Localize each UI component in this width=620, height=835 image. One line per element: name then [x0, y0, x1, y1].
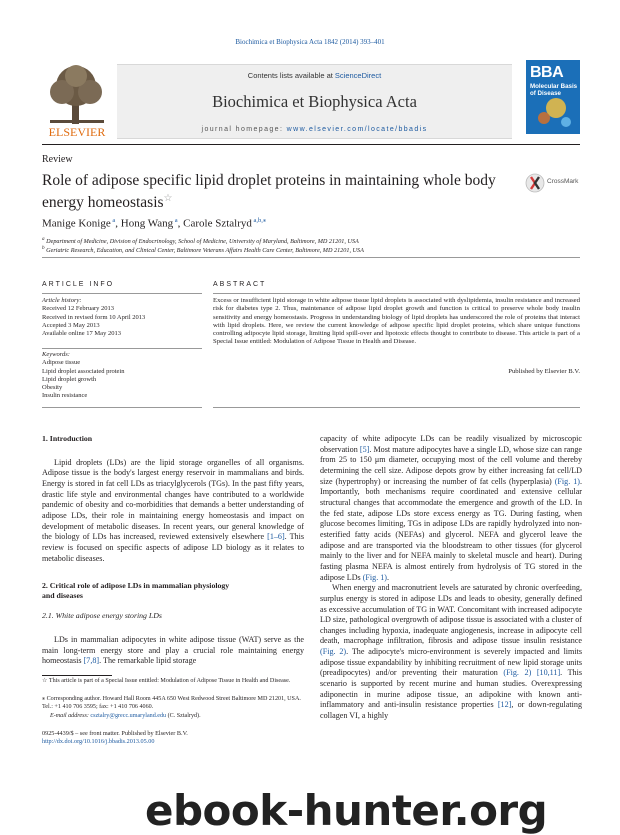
figure-link[interactable]: (Fig. 2) [320, 647, 347, 657]
affiliation-text: Geriatric Research, Education, and Clinical Center, Baltimore Veterans Affairs Health Care Center, Baltimore, MD 21201, USA [46, 247, 364, 255]
figure-link[interactable]: (Fig. 1) [554, 476, 580, 486]
reference-link[interactable]: (Fig. 2) [10,11] [503, 668, 561, 678]
author-affiliation-mark[interactable]: a [112, 217, 116, 224]
journal-homepage [117, 126, 512, 133]
footnote-corresponding-author [42, 696, 304, 711]
figure-link[interactable]: (Fig. 1) [362, 572, 387, 582]
affiliation-a [42, 236, 359, 245]
affiliation-b [42, 245, 364, 254]
keywords-block [42, 351, 202, 401]
keyword-item: Lipid droplet associated protein [42, 367, 125, 375]
footnote-special-issue [42, 678, 304, 686]
footnote-email [42, 713, 312, 721]
paragraph-text: When energy and macronutrient levels are saturated by chronic overfeeding, surplus energy is stored in adipose LDs and leads to obesity, generally defined as excessive accumulation of TG in WAT. Concomitant with increased adipocyte LD size, pathological overgrowth of adipose tissue is associated with a cluster of changes including hypoxia, inadequate angiogenesis, increase in adipocyte cell death, macrophage infiltration, fibrosis and adipose tissue insulin resistance [320, 583, 582, 646]
article-info-rule [42, 293, 202, 294]
author-name[interactable]: Hong Wang [120, 217, 174, 230]
abstract-rule [213, 293, 580, 294]
paragraph-text: . The remarkable lipid storage [99, 656, 197, 666]
article-title [42, 172, 502, 212]
homepage-link[interactable]: www.elsevier.com/locate/bbadis [286, 126, 428, 133]
reference-link[interactable]: [12] [497, 700, 512, 710]
heading-line: and diseases [42, 591, 83, 601]
keyword-item: Adipose tissue [42, 359, 81, 367]
history-item: Received 12 February 2013 [42, 305, 115, 313]
elsevier-wordmark: ELSEVIER [48, 125, 106, 139]
paragraph-text: . This review is focused on specific aspects of adipose LD biology as it relates to metabolic diseases. [42, 532, 304, 563]
crossmark-icon [525, 173, 545, 193]
title-footnote-mark[interactable]: ☆ [163, 193, 173, 204]
reference-link[interactable]: [1–6] [267, 532, 285, 542]
article-info-heading: ARTICLE INFO [42, 281, 115, 288]
article-title-text: Role of adipose specific lipid droplet proteins in maintaining whole body energy homeostasis [42, 172, 496, 212]
published-by: Published by Elsevier B.V. [508, 368, 580, 375]
footnote-mark: ⁎ [42, 696, 46, 702]
masthead-band [117, 64, 512, 139]
abstract-heading: ABSTRACT [213, 281, 267, 288]
email-label: E-mail address: [50, 713, 91, 719]
body-paragraph [320, 583, 582, 722]
author-name[interactable]: Manige Konige [42, 217, 111, 230]
footnote-text: Corresponding author. Howard Hall Room 445A 650 West Redwood Street Baltimore MD 21201, USA. Tel.: +1 410 706 3595; fax: +1 410 706 4060. [42, 696, 301, 710]
author-affiliation-mark[interactable]: a,b,⁎ [253, 217, 267, 224]
paragraph-text: . Most mature adipocytes have a single LD, whose size can range from 25 to 150 μm diameter, occupying most of the cell volume and thereby determining the cell size. Adipose depots grow by either increasing fat cell/LD size (hypertrophy) or increasing the number of fat cells (hyperplasia) [320, 444, 582, 486]
journal-cover-image [526, 60, 580, 134]
author-affiliation-mark[interactable]: a [174, 217, 178, 224]
footnote-text: (C. Sztalryd). [166, 713, 201, 719]
author-name[interactable]: Carole Sztalryd [183, 217, 252, 230]
section-heading: 1. Introduction [42, 434, 93, 443]
affiliation-text: Department of Medicine, Division of Endocrinology, School of Medicine, University of Maryland, Baltimore, MD 21201, USA [46, 238, 359, 246]
affiliation-label: b [42, 245, 45, 251]
elsevier-tree-logo [42, 60, 112, 140]
subsection-paragraph [42, 635, 304, 667]
cover-subtitle: Molecular Basis of Disease [530, 83, 578, 97]
crossmark-badge[interactable] [525, 172, 583, 194]
history-item: Available online 17 May 2013 [42, 330, 121, 338]
paragraph-text: Lipid droplets (LDs) are the lipid storage organelles of all organisms. Adipose tissue is the body's largest energy reservoir in mammalians and birds. Energy is stored in fat cell LDs as triacylglycerols (TGs). In the past fifty years, drastic life style and environmental changes have contributed to a worldwide pandemic of obesity and co-morbidities that demands a better understanding of adipose LDs, their role in maintaining energy homeostasis and impact on development of metabolic diseases. In recent years, our general knowledge of the biology of LDs has increased, reviewed extensively elsewhere [42, 457, 304, 542]
paragraph-text: . [387, 572, 390, 582]
doi-link[interactable]: http://dx.doi.org/10.1016/j.bbadis.2013.05.00 [42, 738, 155, 745]
paragraph-text: . The adipocyte's micro-environment is severely impacted and limits adipose tissue expandability by inhibiting recruitment of new lipid storage units (preadipocytes) and/or preventing their maturation [320, 647, 583, 678]
abstract-bottom-rule [213, 407, 580, 408]
section-heading [42, 581, 304, 601]
keyword-item: Lipid droplet growth [42, 375, 97, 383]
paragraph-text: . Importantly, both mechanisms require coordinated and extensive cellular structural changes that accommodate the emergence and growth of the LD. In the fed state, adipose LDs store excess energy as TG. During fasting, when glucose becomes limiting, TGs in adipose LDs are rapidly hydrolyzed into non-esterified fatty acids (NEFAs) and glycerol. NEFA and glycerol leave the adipose and are transported via the bloodstream to other tissues (for glycerol mainly to the liver and for NEFA mainly to skeletal muscle and heart). During fasting plasma NEFA is almost entirely from hydrolysis of TG stored in the adipose LDs [320, 476, 582, 582]
article-history [42, 297, 202, 338]
paragraph-text: . This scenario is supported by recent murine and human studies. Overexpressing adiponectin in murine adipose tissue, an adipokine with known anti-inflammatory and anti-insulin resistance properties [320, 668, 583, 710]
body-column-right [320, 434, 582, 722]
keywords-label: Keywords: [42, 351, 70, 358]
heading-line: 2. Critical role of adipose LDs in mammalian physiology [42, 581, 230, 591]
footnote-rule [42, 675, 112, 676]
history-item: Received in revised form 10 April 2013 [42, 313, 146, 321]
keyword-item: Obesity [42, 384, 63, 392]
homepage-prefix: journal homepage: [201, 126, 287, 133]
keyword-item: Insulin resistance [42, 392, 88, 400]
author-list: Manige Konige $^a$, Hong Wang $^a$, Carole Sztalryd $^{a,b,⁎}$ [42, 217, 267, 230]
crossmark-label: CrossMark [547, 178, 579, 185]
footnote-mark: ☆ [42, 678, 48, 684]
cover-code: BBA [530, 64, 564, 81]
header-rule [42, 144, 580, 145]
intro-paragraph [42, 458, 304, 565]
paragraph-text: capacity of white adipocyte LDs can be readily visualized by microscopic observation [320, 434, 582, 454]
issn-line: 0925-4439/$ – see front matter. Published by Elsevier B.V. [42, 730, 188, 737]
history-label: Article history: [42, 297, 82, 304]
email-link[interactable]: csztalry@grecc.umaryland.edu [90, 713, 167, 719]
issn-block [42, 730, 304, 746]
footnote-text: This article is part of a Special Issue entitled: Modulation of Adipose Tissue in Health and Disease. [48, 678, 291, 684]
journal-citation: Biochimica et Biophysica Acta 1842 (2014) 393–401 [235, 38, 385, 46]
abstract-text: Excess or insufficient lipid storage in white adipose tissue lipid droplets is associated with dyslipidemia, insulin resistance and increased risk for diabetes type 2. Thus, maintenance of adipose lipid droplet growth and function is critical to preserve whole body insulin sensitivity and energy homeostasis. Progress in understanding biology of lipid droplets has underscored the role of proteins that interact with lipid droplets. Here, we review the current knowledge of adipose specific lipid droplet proteins, which share unique functions controlling adipocyte lipid storage, limiting lipid spill-over and lipotoxic effects thought to contribute to disease. This article is part of a Special Issue entitled: Modulation of Adipose Tissue in Health and Disease. [213, 297, 580, 346]
journal-title: Biochimica et Biophysica Acta [212, 92, 417, 111]
keywords-rule [42, 348, 202, 349]
contents-prefix: Contents lists available at [247, 71, 335, 80]
watermark-text: ebook-hunter.org [145, 786, 548, 835]
history-item: Accepted 3 May 2013 [42, 321, 100, 329]
affiliation-rule [42, 257, 580, 258]
paragraph-text: LDs in mammalian adipocytes in white adipose tissue (WAT) serve as the main long-term energy store and play a crucial role maintaining energy homeostasis [42, 634, 304, 666]
contents-line [117, 71, 512, 80]
journal-masthead [42, 60, 580, 140]
paragraph-text: , or down-regulating collagen VI, a highly [320, 700, 582, 721]
reference-link[interactable]: [5] [359, 444, 370, 454]
body-paragraph [320, 434, 582, 583]
article-info-bottom-rule [42, 407, 202, 408]
subsection-heading: 2.1. White adipose energy storing LDs [42, 611, 162, 621]
body-column-left [42, 434, 304, 667]
sciencedirect-link[interactable]: ScienceDirect [334, 71, 382, 80]
affiliation-label: a [42, 236, 45, 242]
article-type: Review [42, 154, 73, 165]
reference-link[interactable]: [7,8] [83, 656, 100, 666]
